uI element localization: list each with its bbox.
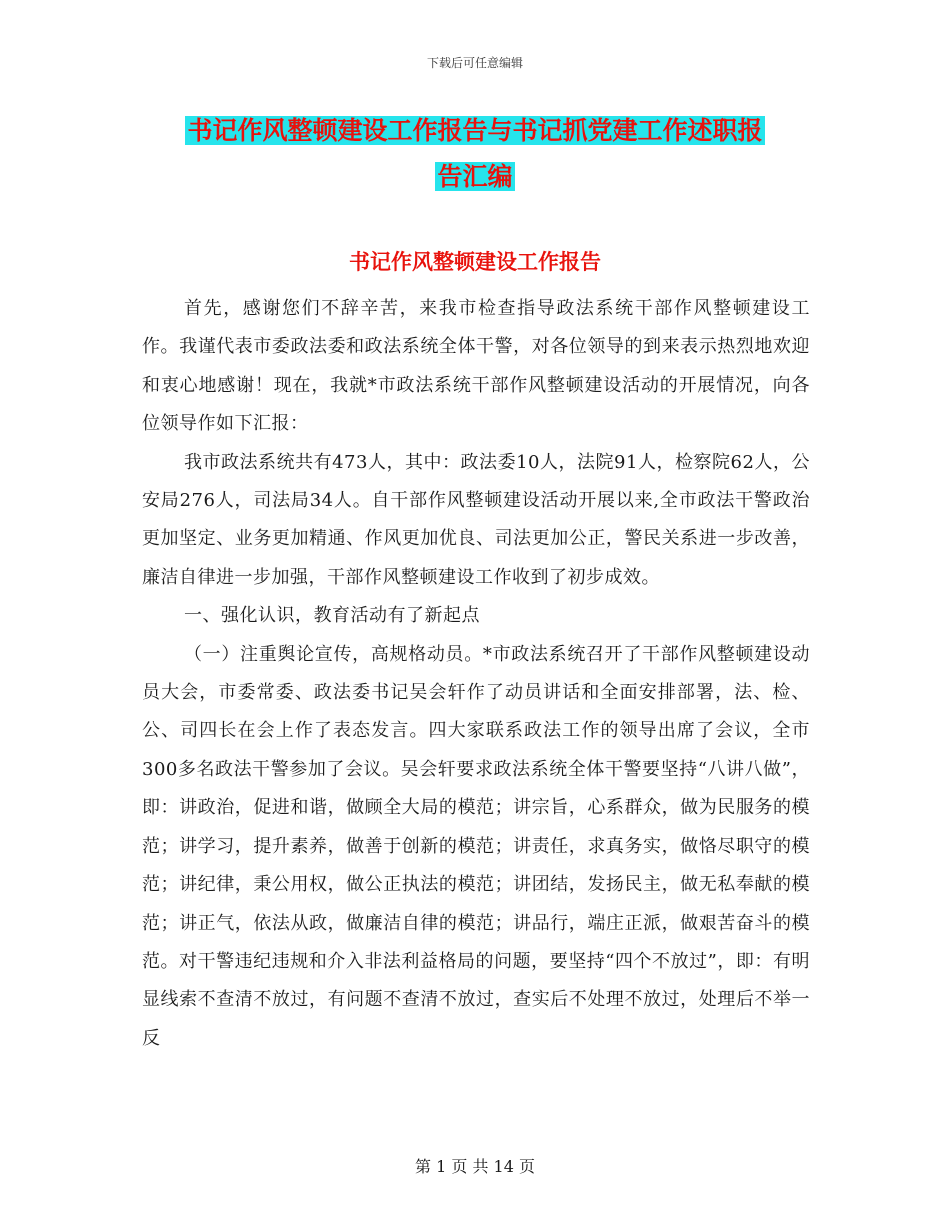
page-footer: 第 1 页 共 14 页 <box>415 1157 535 1176</box>
paragraph-intro: 首先，感谢您们不辞辛苦，来我市检查指导政法系统干部作风整顿建设工作。我谨代表市委政法委和政法系统全体干警，对各位领导的到来表示热烈地欢迎和衷心地感谢！现在，我就*市政法系统干部作风整顿建设活动的开展情况，向各位领导作如下汇报： <box>142 298 810 435</box>
paragraph-staff-summary: 我市政法系统共有473人，其中：政法委10人，法院91人，检察院62人，公安局276人，司法局34人。自干部作风整顿建设活动开展以来,全市政法干警政治更加坚定、业务更加精通、作风更加优良、司法更加公正，警民关系进一步改善，廉洁自律进一步加强，干部作风整顿建设工作收到了初步成效。 <box>142 451 810 588</box>
document-title-line-2: 告汇编 <box>437 162 513 191</box>
section-title: 书记作风整顿建设工作报告 <box>349 250 601 274</box>
heading-part-one: 一、强化认识，教育活动有了新起点 <box>184 605 480 627</box>
document-title <box>150 108 800 200</box>
paragraph-subsection-one: （一）注重舆论宣传，高规格动员。*市政法系统召开了干部作风整顿建设动员大会，市委常委、政法委书记吴会轩作了动员讲话和全面安排部署，法、检、公、司四长在会上作了表态发言。四大家联系政法工作的领导出席了会议，全市300多名政法干警参加了会议。吴会轩要求政法系统全体干警要坚持“八讲八做”，即：讲政治，促进和谐，做顾全大局的模范；讲宗旨，心系群众，做为民服务的模范；讲学习，提升素养，做善于创新的模范；讲责任，求真务实，做恪尽职守的模范；讲纪律，秉公用权，做公正执法的模范；讲团结，发扬民主，做无私奉献的模范；讲正气，依法从政，做廉洁自律的模范；讲品行，端庄正派，做艰苦奋斗的模范。对干警违纪违规和介入非法利益格局的问题，要坚持“四个不放过”，即：有明显线索不查清不放过，有问题不查清不放过，查实后不处理不放过，处理后不举一反 <box>142 643 810 1049</box>
page-header-note: 下载后可任意编辑 <box>426 56 523 70</box>
document-title-line-1: 书记作风整顿建设工作报告与书记抓党建工作述职报 <box>187 116 763 145</box>
document-body <box>142 290 810 1058</box>
